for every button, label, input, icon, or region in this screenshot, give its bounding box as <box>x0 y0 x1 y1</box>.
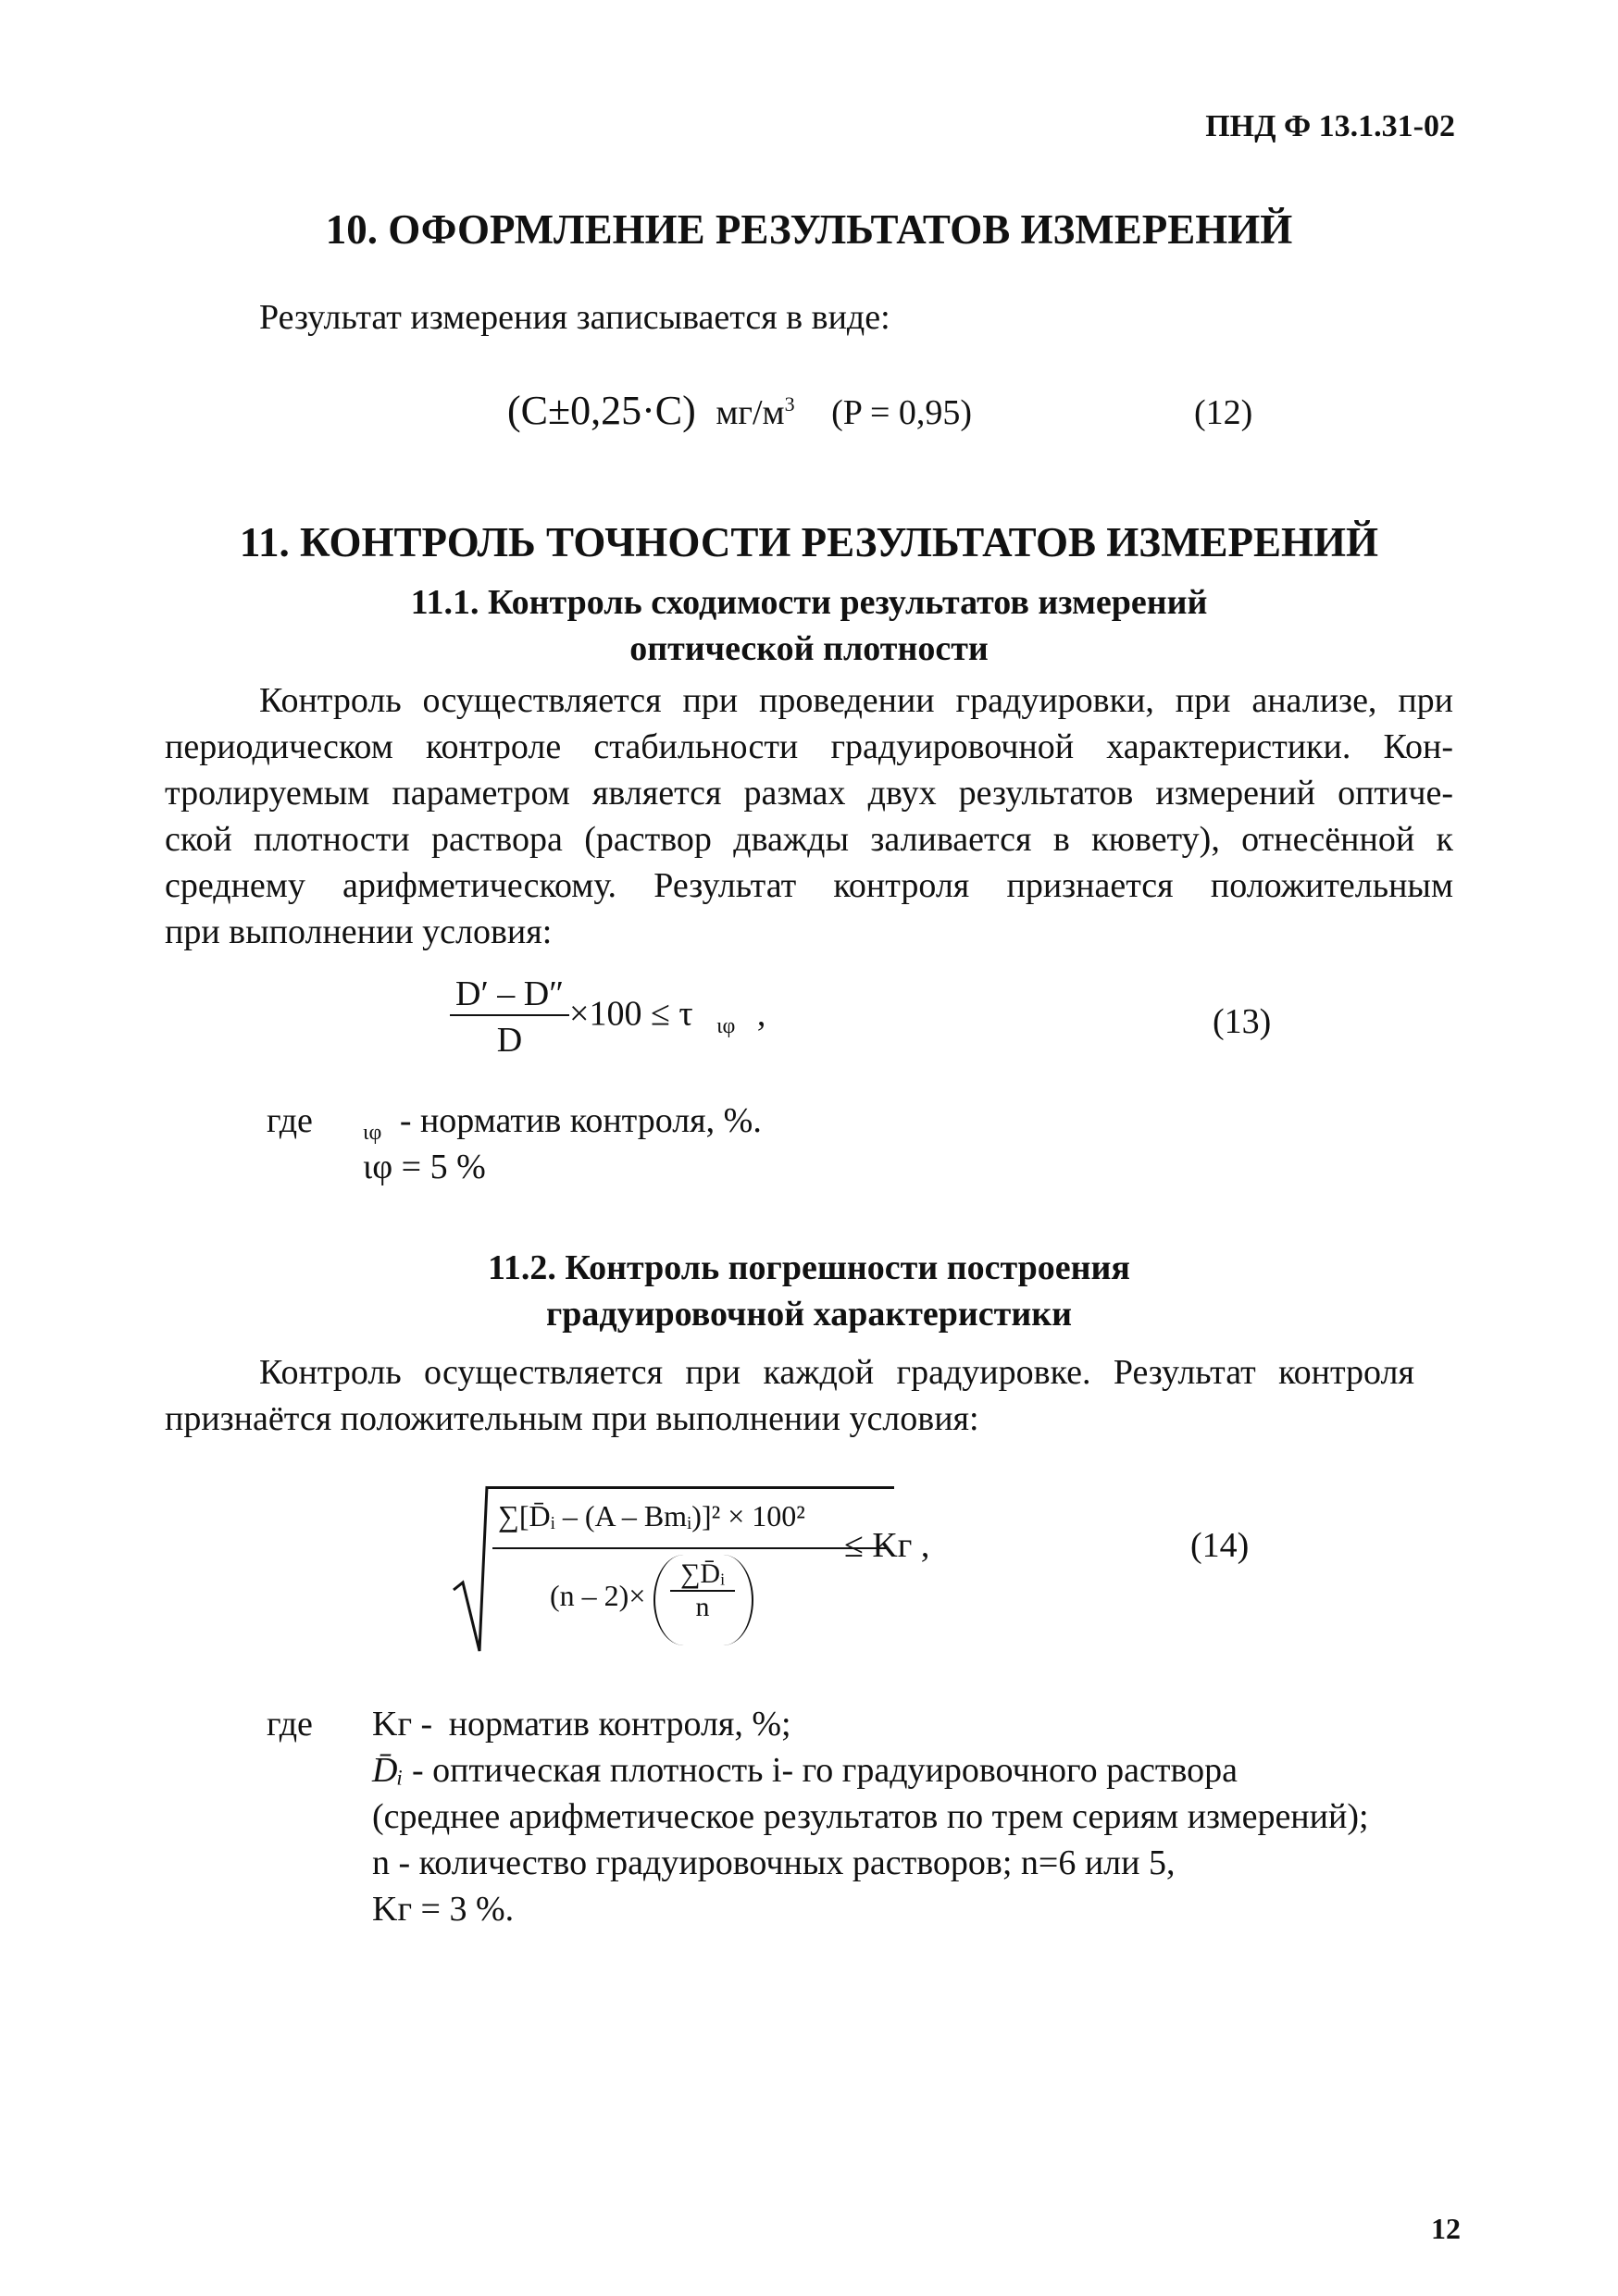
radical-sign <box>452 1479 489 1655</box>
definition-text: 3 %. <box>449 1890 515 1929</box>
definition-item <box>372 1701 1369 1747</box>
para-line: при выполнении условия: <box>165 912 553 951</box>
eq14-denominator-left: (n – 2)× <box>550 1579 646 1612</box>
eq14-inner-fraction <box>670 1558 735 1623</box>
section-11-title: 11. КОНТРОЛЬ ТОЧНОСТИ РЕЗУЛЬТАТОВ ИЗМЕРЕНИЙ <box>239 519 1379 565</box>
where-label-1: где <box>267 1101 313 1140</box>
document-code: ПНД Ф 13.1.31-02 <box>1205 109 1455 143</box>
subsection-11-2-paragraph <box>165 1349 1414 1442</box>
eq14-number: (14) <box>1190 1526 1250 1565</box>
para-line: тролируемым параметром является размах двух результатов измерений оптиче- <box>165 774 1453 813</box>
definition-text: (среднее арифметическое результатов по трем сериям измерений); <box>372 1797 1369 1836</box>
subsection-11-2-title-line2: градуировочной характеристики <box>546 1295 1072 1334</box>
definition-text: оптическая плотность i- го градуировочного раствора <box>432 1751 1238 1790</box>
eq13-denominator: D <box>496 1021 523 1060</box>
tau-definition: - норматив контроля, %. <box>399 1101 762 1140</box>
eq13-number: (13) <box>1213 1002 1272 1041</box>
subsection-11-1-title-line2: оптической плотности <box>629 629 989 668</box>
para-line: среднему арифметическому. Результат контроля признается положительным <box>165 866 1453 905</box>
definition-item <box>372 1840 1369 1886</box>
tau-symbol: ιφ <box>363 1121 382 1145</box>
eq14-inner-denominator: n <box>695 1592 710 1622</box>
definition-symbol: n - <box>372 1843 411 1882</box>
para-line: ской плотности раствора (раствор дважды заливается в кювету), отнесённой к <box>165 820 1453 859</box>
eq12-unit: мг/м <box>716 393 785 432</box>
subsection-11-2-title-line1: 11.2. Контроль погрешности построения <box>488 1248 1130 1287</box>
definition-symbol: Kг = <box>372 1890 441 1929</box>
eq12-number: (12) <box>1194 393 1253 432</box>
eq12-unit-sup: 3 <box>784 392 795 416</box>
definition-item <box>372 1886 1369 1932</box>
para-line: Контроль осуществляется при проведении градуировки, при анализе, при <box>259 681 1453 720</box>
subsection-11-1-title <box>0 579 1618 672</box>
equation-12 <box>507 387 972 434</box>
radical-bar <box>487 1486 894 1489</box>
tau-value: ιφ = 5 % <box>363 1148 486 1186</box>
definition-symbol: D̄ᵢ - <box>372 1751 424 1790</box>
where-label-2: где <box>267 1705 313 1744</box>
eq13-tail: ×100 ≤ τ <box>569 994 693 1034</box>
eq14-rhs: ≤ Kг , <box>844 1526 930 1565</box>
definitions-list <box>372 1701 1369 1932</box>
eq14-fraction-bar <box>492 1547 889 1549</box>
eq13-numerator: D′ – D″ <box>450 974 569 1016</box>
eq14-numerator: ∑[D̄ᵢ – (A – Bmᵢ)]² × 100² <box>498 1499 805 1533</box>
para-line: периодическом контроле стабильности градуировочной характеристики. Кон- <box>165 727 1453 766</box>
definition-item <box>372 1747 1369 1793</box>
section-10-title: 10. ОФОРМЛЕНИЕ РЕЗУЛЬТАТОВ ИЗМЕРЕНИЙ <box>325 206 1293 253</box>
subsection-11-2-title <box>0 1245 1618 1337</box>
eq14-inner-numerator: ∑D̄ᵢ <box>670 1558 735 1592</box>
eq13-tau-subscript: ιφ <box>716 1013 736 1038</box>
para-line: Контроль осуществляется при каждой градуировке. Результат контроля <box>259 1353 1414 1392</box>
eq13-comma: , <box>756 994 766 1034</box>
section-10-intro: Результат измерения записывается в виде: <box>259 298 890 337</box>
definition-text: количество градуировочных растворов; n=6 или 5, <box>418 1843 1176 1882</box>
eq12-probability: (P = 0,95) <box>831 393 973 432</box>
equation-13 <box>450 974 765 1061</box>
para-line: признаётся положительным при выполнении условия: <box>165 1399 979 1438</box>
eq13-fraction <box>450 974 569 1061</box>
equation-14 <box>452 1479 905 1655</box>
eq12-expression: (C±0,25·C) <box>507 388 696 433</box>
subsection-11-1-paragraph <box>165 677 1453 955</box>
subsection-11-1-title-line1: 11.1. Контроль сходимости результатов измерений <box>410 583 1208 622</box>
page-number: 12 <box>1431 2212 1461 2245</box>
definition-text: норматив контроля, %; <box>448 1705 791 1744</box>
definition-item <box>372 1793 1369 1840</box>
definition-symbol: Kг - <box>372 1705 433 1744</box>
